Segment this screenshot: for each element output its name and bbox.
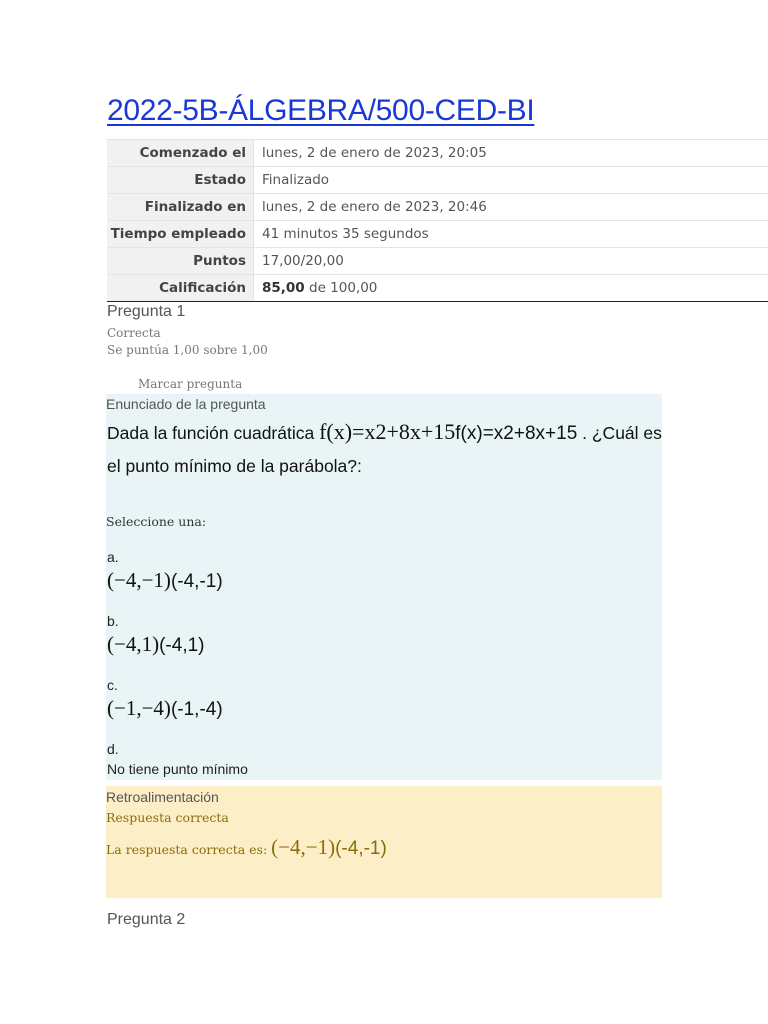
option-d-letter[interactable]: d. [107,741,119,757]
select-prompt: Seleccione una: [106,514,207,529]
question-1-grade: Se puntúa 1,00 sobre 1,00 [107,343,268,357]
option-b-math: (−4,1) [107,632,160,656]
quiz-title-link[interactable]: 2022-5B-ÁLGEBRA/500-CED-BI [107,94,535,127]
question-1-title: Pregunta 1 [107,303,186,320]
stem-intro: Dada la función cuadrática [107,423,320,443]
summary-row-finished [107,194,768,221]
summary-label: Calificación [107,275,254,302]
correct-answer-math: (−4,−1) [271,835,336,859]
summary-value: 41 minutos 35 segundos [254,221,768,248]
grade-value: 85,00 [262,280,305,296]
stem-formula-plain: f(x)=x2+8x+15 [455,423,578,444]
grade-total: de 100,00 [304,280,378,296]
question-stem [107,416,662,482]
summary-row-grade [107,275,768,302]
summary-label: Finalizado en [107,194,254,221]
summary-value [254,275,768,302]
option-c-plain: (-1,-4) [170,699,223,720]
question-1-content [106,394,662,780]
option-b-letter[interactable]: b. [107,613,119,629]
summary-value: lunes, 2 de enero de 2023, 20:05 [254,140,768,167]
summary-value: 17,00/20,00 [254,248,768,275]
feedback-result: Respuesta correcta [106,810,229,825]
option-a-plain: (-4,-1) [170,571,223,592]
summary-value: Finalizado [254,167,768,194]
question-1-state: Correcta [107,326,161,340]
summary-row-started [107,140,768,167]
summary-value: lunes, 2 de enero de 2023, 20:46 [254,194,768,221]
summary-label: Puntos [107,248,254,275]
summary-label: Estado [107,167,254,194]
option-b-plain: (-4,1) [159,635,205,656]
correct-answer-line [106,834,387,863]
option-a-math: (−4,−1) [107,568,171,592]
summary-label: Tiempo empleado [107,221,254,248]
stem-question: . ¿Cuál es el punto mínimo de la parábola?: [107,423,662,476]
attempt-summary-table [107,139,768,302]
statement-header: Enunciado de la pregunta [106,396,266,412]
stem-formula: f(x)=x2+8x+15 [319,419,456,444]
summary-label: Comenzado el [107,140,254,167]
correct-answer-plain: (-4,-1) [335,838,387,859]
flag-question-link[interactable]: Marcar pregunta [138,377,243,391]
option-d-answer[interactable]: No tiene punto mínimo [107,761,248,777]
question-2-title: Pregunta 2 [107,911,186,928]
correct-answer-label: La respuesta correcta es: [106,842,272,857]
summary-row-points [107,248,768,275]
option-a-letter[interactable]: a. [107,549,119,565]
option-c-answer[interactable] [107,696,223,721]
summary-row-time-taken [107,221,768,248]
feedback-box [106,786,662,898]
summary-row-state [107,167,768,194]
option-c-letter[interactable]: c. [107,677,118,693]
option-c-math: (−1,−4) [107,696,171,720]
option-a-answer[interactable] [107,568,223,593]
option-b-answer[interactable] [107,632,205,657]
feedback-header: Retroalimentación [106,789,219,805]
